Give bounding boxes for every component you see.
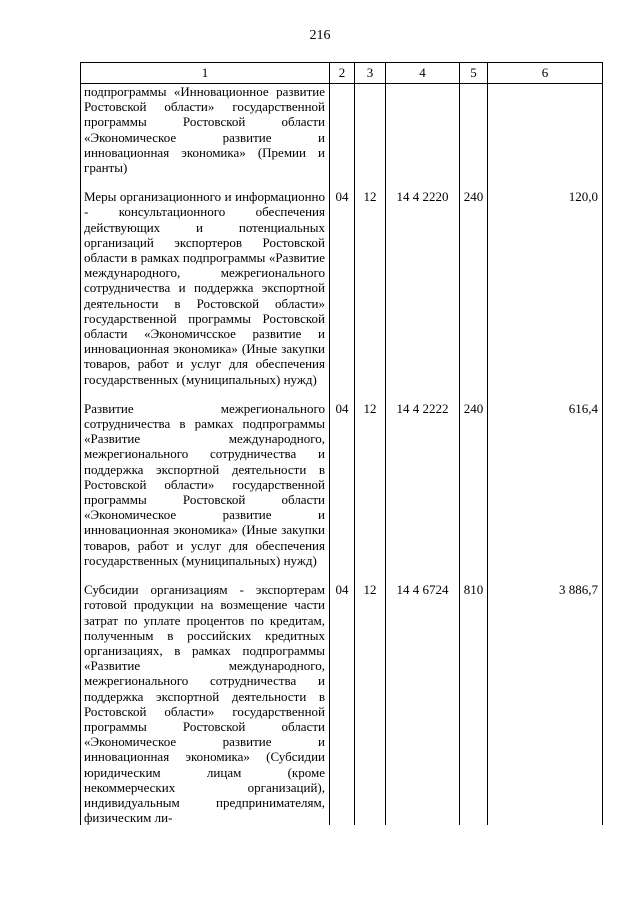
table-row <box>81 84 603 176</box>
header-col-3: 3 <box>355 63 386 84</box>
row-expense-type: 810 <box>460 568 488 825</box>
row-amount: 120,0 <box>488 175 603 387</box>
row-section: 04 <box>330 387 355 568</box>
row-amount: 616,4 <box>488 387 603 568</box>
table-row <box>81 568 603 825</box>
row-subsection <box>355 84 386 176</box>
row-expense-type: 240 <box>460 387 488 568</box>
row-section: 04 <box>330 175 355 387</box>
row-subsection: 12 <box>355 387 386 568</box>
row-section <box>330 84 355 176</box>
row-target-article: 14 4 2222 <box>386 387 460 568</box>
header-col-1: 1 <box>81 63 330 84</box>
header-col-6: 6 <box>488 63 603 84</box>
table-header-row <box>81 63 603 84</box>
row-description: Меры организационного и информационно - консультационного обеспечения действующих и потенциальных организаций экспортеров Ростовской области в рамках подпрограммы «Развитие международного, межрегионального сотрудничества и поддержка экспортной деятельности в Ростовской области» государственной программы Ростовской области «Экономичсское развитие и инновационная экономика» (Иные закупки товаров, работ и услуг для обеспечения государственных (муниципальных) нужд) <box>81 175 330 387</box>
row-subsection: 12 <box>355 568 386 825</box>
row-target-article: 14 4 2220 <box>386 175 460 387</box>
row-subsection: 12 <box>355 175 386 387</box>
row-description: Субсидии организациям - экспортерам готовой продукции на возмещение части затрат по уплате процентов по кредитам, полученным в российских кредитных организациях, в рамках подпрограммы «Развитие международного, межрегионального сотрудничества и поддержка экспортной деятельности в Ростовской области» государственной программы Ростовской области «Экономическое развитие и инновационная экономика» (Субсидии юридическим лицам (кроме некоммерческих организаций), индивидуальным предпринимателям, физическим ли- <box>81 568 330 825</box>
header-col-2: 2 <box>330 63 355 84</box>
table-row <box>81 387 603 568</box>
row-section: 04 <box>330 568 355 825</box>
header-col-5: 5 <box>460 63 488 84</box>
row-description: подпрограммы «Инновационное развитие Ростовской области» государственной программы Ростовской области «Экономическое развитие и инновационная экономика» (Премии и гранты) <box>81 84 330 176</box>
page-number: 216 <box>309 28 331 43</box>
row-expense-type: 240 <box>460 175 488 387</box>
row-target-article: 14 4 6724 <box>386 568 460 825</box>
budget-table <box>80 62 603 825</box>
header-col-4: 4 <box>386 63 460 84</box>
table-row <box>81 175 603 387</box>
row-amount: 3 886,7 <box>488 568 603 825</box>
row-amount <box>488 84 603 176</box>
row-target-article <box>386 84 460 176</box>
row-description: Развитие межрегионального сотрудничества в рамках подпрограммы «Развитие международного, межрегионального сотрудничества и поддержка экспортной деятельности в Ростовской области» государственной программы Ростовской области «Экономическое развитие и инновационная экономика» (Иные закупки товаров, работ и услуг для обеспечения государственных (муниципальных) нужд) <box>81 387 330 568</box>
row-expense-type <box>460 84 488 176</box>
